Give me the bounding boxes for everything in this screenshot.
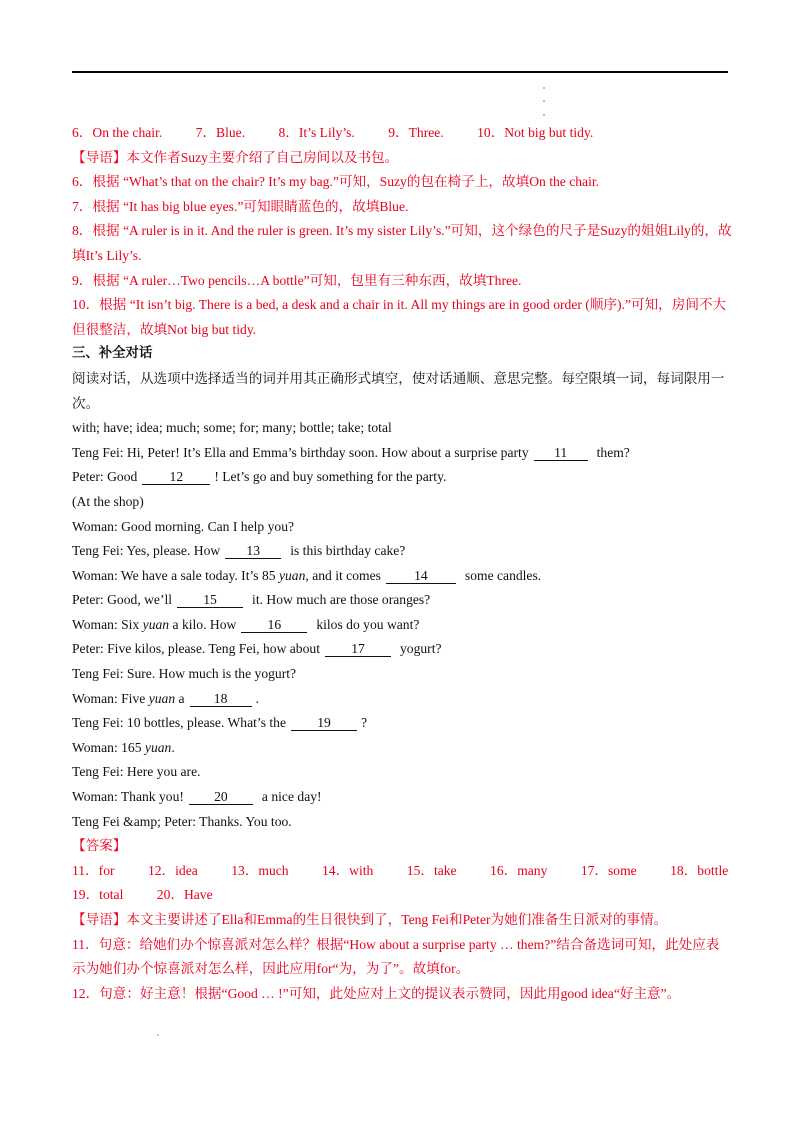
answer-item: 19．total <box>72 887 124 903</box>
explain-item: 8．根据 “A ruler is in it. And the ruler is green. It’s my sister Lily’s.”可知，这个绿色的尺子是Suzy的姐姐Lily的，故填It’s Lily’s. <box>72 223 732 263</box>
dialogue-line <box>72 539 732 564</box>
dialogue-text: kilos do you want? <box>316 616 420 632</box>
blank-15[interactable]: 15 <box>177 592 243 608</box>
answer-item: 6．On the chair. <box>72 125 163 140</box>
dialogue-text: Peter: Good, we’ll <box>72 592 173 608</box>
blank-12[interactable]: 12 <box>142 469 210 485</box>
dialogue-line: Teng Fei: Here you are. <box>72 764 201 780</box>
dialogue-text: ! Let’s go and buy something for the party. <box>214 469 447 485</box>
explain-item: 9．根据 “A ruler…Two pencils…A bottle”可知，包里有三种东西，故填Three. <box>72 272 522 288</box>
dialogue-line <box>72 637 732 662</box>
dialogue-text: them? <box>596 444 630 460</box>
explain-item: 7．根据 “It has big blue eyes.”可知眼睛蓝色的，故填Blue. <box>72 198 409 214</box>
dialogue-line <box>72 588 732 613</box>
dialogue-line <box>72 687 732 712</box>
answer-item: 8．It’s Lily’s. <box>278 125 355 140</box>
dialogue-text: Peter: Five kilos, please. Teng Fei, how about <box>72 641 320 657</box>
dialogue-line <box>72 465 732 490</box>
dialogue-text: , and it comes <box>305 567 381 583</box>
dialogue-text: ? <box>361 715 368 731</box>
dialogue-line <box>72 736 732 761</box>
dialogue-line <box>72 613 732 638</box>
word-bank: with; have; idea; much; some; for; many; bottle; take; total <box>72 420 392 436</box>
explain-item: 11．句意：给她们办个惊喜派对怎么样？根据“How about a surprise party … them?”结合备选词可知，此处应表示为她们办个惊喜派对怎么样，因此应用for“为，为了”。故填for。 <box>72 936 720 977</box>
dialogue-line <box>72 785 732 810</box>
guide-b: 【导语】本文主要讲述了Ella和Emma的生日很快到了，Teng Fei和Peter为她们准备生日派对的事情。 <box>72 912 668 927</box>
dialogue-text: Woman: 165 <box>72 739 142 755</box>
dialogue-text: yuan <box>148 690 176 706</box>
dialogue-text: a nice day! <box>261 789 322 805</box>
guide-a: 【导语】本文作者Suzy主要介绍了自己房间以及书包。 <box>72 149 399 165</box>
answer-item: 17．some <box>580 862 637 878</box>
header-mark <box>543 87 545 89</box>
dialogue-text: Woman: Five <box>72 690 146 706</box>
answer-item: 13．much <box>231 862 289 878</box>
blank-14[interactable]: 14 <box>386 568 456 584</box>
dialogue-text: a kilo. How <box>172 616 237 632</box>
footer-mark <box>157 1034 159 1036</box>
answer-item: 14．with <box>322 862 374 878</box>
dialogue-text: . <box>255 690 259 706</box>
answer-item: 11．for <box>72 862 115 878</box>
dialogue-text: Woman: We have a sale today. It’s 85 <box>72 567 276 583</box>
answer-label: 【答案】 <box>72 838 127 854</box>
blank-16[interactable]: 16 <box>241 617 307 633</box>
answer-item: 15．take <box>406 862 457 878</box>
dialogue-line: (At the shop) <box>72 493 144 509</box>
dialogue-line: Woman: Good morning. Can I help you? <box>72 518 295 534</box>
header-rule <box>72 71 728 73</box>
dialogue-text: some candles. <box>464 567 542 583</box>
explain-item: 12．句意：好主意！根据“Good … !”可知，此处应对上文的提议表示赞同，因此用good idea“好主意”。 <box>72 985 681 1001</box>
header-mark <box>543 100 545 102</box>
answer-item: 12．idea <box>147 862 198 878</box>
explain-item: 10．根据 “It isn’t big. There is a bed, a desk and a chair in it. All my things are in good order (顺序).”可知，房间不大但很整洁，故填Not big but tidy. <box>72 297 727 337</box>
dialogue-line <box>72 441 732 466</box>
blank-20[interactable]: 20 <box>189 789 253 805</box>
explain-item: 6．根据 “What’s that on the chair? It’s my bag.”可知，Suzy的包在椅子上，故填On the chair. <box>72 174 600 190</box>
dialogue-text: yuan <box>144 739 172 755</box>
section-title: 三、补全对话 <box>72 346 153 362</box>
instruction: 阅读对话，从选项中选择适当的词并用其正确形式填空，使对话通顺、意思完整。每空限填一词，每词限用一次。 <box>72 370 725 411</box>
dialogue-text: Teng Fei: 10 bottles, please. What’s the <box>72 715 286 731</box>
dialogue-text: yogurt? <box>399 641 442 657</box>
dialogue-text: Woman: Six <box>72 616 140 632</box>
dialogue-text: it. How much are those oranges? <box>252 592 431 608</box>
blank-13[interactable]: 13 <box>225 543 281 559</box>
document-body <box>72 121 732 1006</box>
dialogue-line <box>72 711 732 736</box>
blank-11[interactable]: 11 <box>534 445 588 461</box>
dialogue-text: yuan <box>142 616 170 632</box>
answer-item: 16．many <box>490 862 548 878</box>
answers-row-a <box>72 121 732 146</box>
blank-17[interactable]: 17 <box>325 641 391 657</box>
dialogue-line: Teng Fei: Sure. How much is the yogurt? <box>72 666 297 682</box>
dialogue-line <box>72 564 732 589</box>
answer-item: 20．Have <box>156 887 213 903</box>
dialogue-text: yuan <box>278 567 306 583</box>
dialogue-text: Woman: Thank you! <box>72 789 184 805</box>
dialogue-text: Teng Fei: Hi, Peter! It’s Ella and Emma’s birthday soon. How about a surprise party <box>72 444 529 460</box>
answer-item: 7．Blue. <box>195 125 246 140</box>
dialogue-text: Peter: Good <box>72 469 138 485</box>
dialogue-text: . <box>171 739 175 755</box>
dialogue-text: a <box>178 690 185 706</box>
answer-item: 10．Not big but tidy. <box>477 125 594 140</box>
blank-19[interactable]: 19 <box>291 715 357 731</box>
header-mark <box>543 114 545 116</box>
answers-row-b1 <box>72 859 732 884</box>
answer-item: 9．Three. <box>388 125 444 140</box>
dialogue-text: is this birthday cake? <box>290 543 406 559</box>
dialogue-line: Teng Fei &amp; Peter: Thanks. You too. <box>72 813 292 829</box>
answers-row-b2 <box>72 883 732 908</box>
answer-item: 18．bottle <box>670 862 729 878</box>
dialogue-text: Teng Fei: Yes, please. How <box>72 543 221 559</box>
blank-18[interactable]: 18 <box>190 691 252 707</box>
